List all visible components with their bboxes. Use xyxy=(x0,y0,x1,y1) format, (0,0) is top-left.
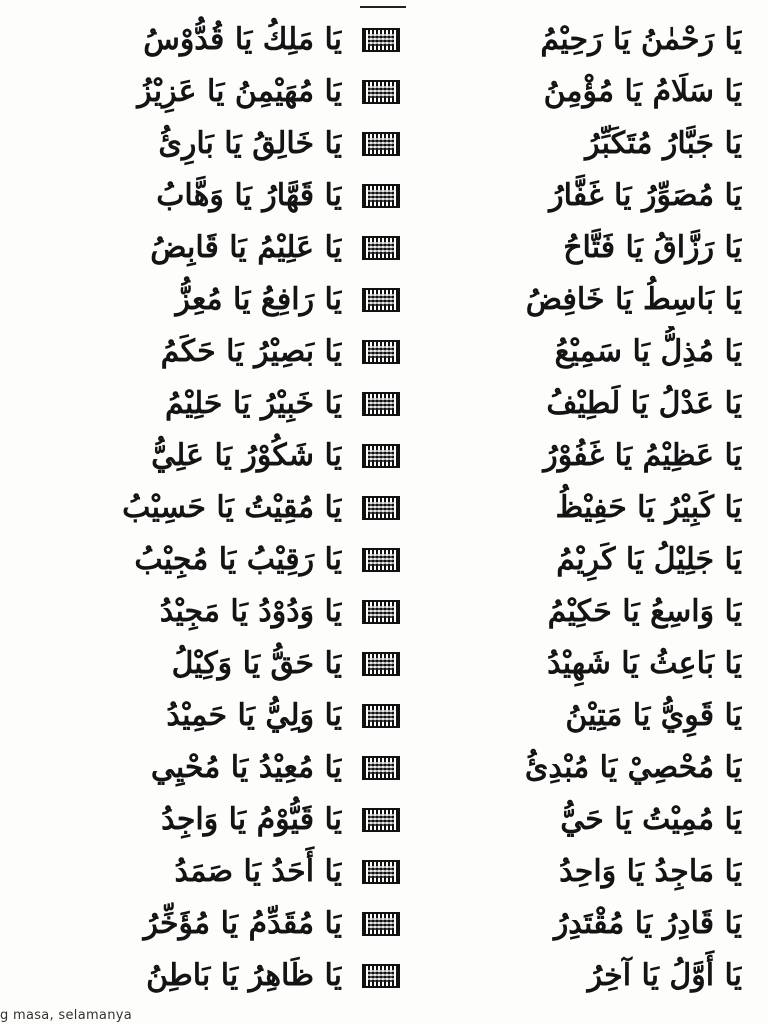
names-left: يَا وَلِيُّ يَا حَمِيْدُ xyxy=(166,698,342,733)
text-line xyxy=(0,170,768,222)
names-left: يَا مُقِيْتُ يَا حَسِيْبُ xyxy=(122,490,342,525)
ornament-icon xyxy=(362,912,400,936)
names-right: يَا مُصَوِّرُ يَا غَفَّارُ xyxy=(549,178,742,213)
ornament-icon xyxy=(362,132,400,156)
text-line xyxy=(0,326,768,378)
names-left: يَا مُقَدِّمُ يَا مُؤَخِّرُ xyxy=(143,906,342,941)
text-line xyxy=(0,586,768,638)
names-right: يَا بَاسِطُ يَا خَافِضُ xyxy=(525,282,742,317)
text-line xyxy=(0,222,768,274)
names-right: يَا جَلِيْلُ يَا كَرِيْمُ xyxy=(556,542,742,577)
names-left: يَا حَقُّ يَا وَكِيْلُ xyxy=(171,646,342,681)
names-right: يَا عَدْلُ يَا لَطِيْفُ xyxy=(546,386,742,421)
ornament-icon xyxy=(362,28,400,52)
footer-caption: g masa, selamanya xyxy=(0,1008,132,1023)
names-right: يَا قَوِيُّ يَا مَتِيْنُ xyxy=(565,698,742,733)
ornament-icon xyxy=(362,340,400,364)
ornament-icon xyxy=(362,80,400,104)
names-right: يَا قَادِرُ يَا مُقْتَدِرُ xyxy=(553,906,742,941)
top-rule xyxy=(360,0,406,8)
names-right: يَا عَظِيْمُ يَا غَفُوْرُ xyxy=(543,438,742,473)
text-line xyxy=(0,378,768,430)
text-line xyxy=(0,846,768,898)
text-line xyxy=(0,118,768,170)
text-line xyxy=(0,482,768,534)
text-line xyxy=(0,950,768,1002)
names-left: يَا أَحَدُ يَا صَمَدُ xyxy=(174,854,342,889)
names-right: يَا رَحْمٰنُ يَا رَحِيْمُ xyxy=(540,22,742,57)
names-right: يَا كَبِيْرُ يَا حَفِيْظُ xyxy=(555,490,742,525)
ornament-icon xyxy=(362,288,400,312)
names-right: يَا مُمِيْتُ يَا حَيُّ xyxy=(560,802,742,837)
text-line xyxy=(0,274,768,326)
names-right: يَا مُحْصِيْ يَا مُبْدِئُ xyxy=(524,750,742,785)
names-left: يَا مُهَيْمِنُ يَا عَزِيْزُ xyxy=(137,74,342,109)
ornament-icon xyxy=(362,704,400,728)
names-left: يَا خَالِقُ يَا بَارِئُ xyxy=(158,126,342,161)
names-left: يَا ظَاهِرُ يَا بَاطِنُ xyxy=(146,958,342,993)
asmaul-husna-list xyxy=(0,14,768,1002)
text-line xyxy=(0,66,768,118)
ornament-icon xyxy=(362,548,400,572)
text-line xyxy=(0,898,768,950)
ornament-icon xyxy=(362,808,400,832)
text-line xyxy=(0,742,768,794)
names-left: يَا خَبِيْرُ يَا حَلِيْمُ xyxy=(164,386,342,421)
names-right: يَا مُذِلُّ يَا سَمِيْعُ xyxy=(554,334,742,369)
ornament-icon xyxy=(362,860,400,884)
text-line xyxy=(0,14,768,66)
names-left: يَا قَهَّارُ يَا وَهَّابُ xyxy=(156,178,342,213)
names-right: يَا بَاعِثُ يَا شَهِيْدُ xyxy=(547,646,742,681)
ornament-icon xyxy=(362,444,400,468)
names-left: يَا رَقِيْبُ يَا مُجِيْبُ xyxy=(134,542,342,577)
names-left: يَا وَدُوْدُ يَا مَجِيْدُ xyxy=(159,594,342,629)
names-right: يَا أَوَّلُ يَا آخِرُ xyxy=(587,958,742,993)
names-right: يَا سَلَامُ يَا مُؤْمِنُ xyxy=(543,74,742,109)
names-right: يَا رَزَّاقُ يَا فَتَّاحُ xyxy=(563,230,742,265)
text-line xyxy=(0,638,768,690)
names-left: يَا قَيُّوْمُ يَا وَاجِدُ xyxy=(161,802,342,837)
text-line xyxy=(0,430,768,482)
ornament-icon xyxy=(362,184,400,208)
names-right: يَا وَاسِعُ يَا حَكِيْمُ xyxy=(547,594,742,629)
text-line xyxy=(0,794,768,846)
names-left: يَا مَلِكُ يَا قُدُّوْسُ xyxy=(143,22,342,57)
names-left: يَا شَكُوْرُ يَا عَلِيُّ xyxy=(151,438,342,473)
ornament-icon xyxy=(362,392,400,416)
names-right: يَا مَاجِدُ يَا وَاحِدُ xyxy=(559,854,742,889)
names-left: يَا مُعِيْدُ يَا مُحْيِي xyxy=(150,750,342,785)
names-left: يَا بَصِيْرُ يَا حَكَمُ xyxy=(160,334,342,369)
names-left: يَا رَافِعُ يَا مُعِزُّ xyxy=(175,282,342,317)
ornament-icon xyxy=(362,652,400,676)
ornament-icon xyxy=(362,600,400,624)
ornament-icon xyxy=(362,756,400,780)
ornament-icon xyxy=(362,496,400,520)
text-line xyxy=(0,534,768,586)
ornament-icon xyxy=(362,964,400,988)
names-left: يَا عَلِيْمُ يَا قَابِضُ xyxy=(150,230,342,265)
ornament-icon xyxy=(362,236,400,260)
names-right: يَا جَبَّارُ مُتَكَبِّرُ xyxy=(585,126,742,161)
text-line xyxy=(0,690,768,742)
